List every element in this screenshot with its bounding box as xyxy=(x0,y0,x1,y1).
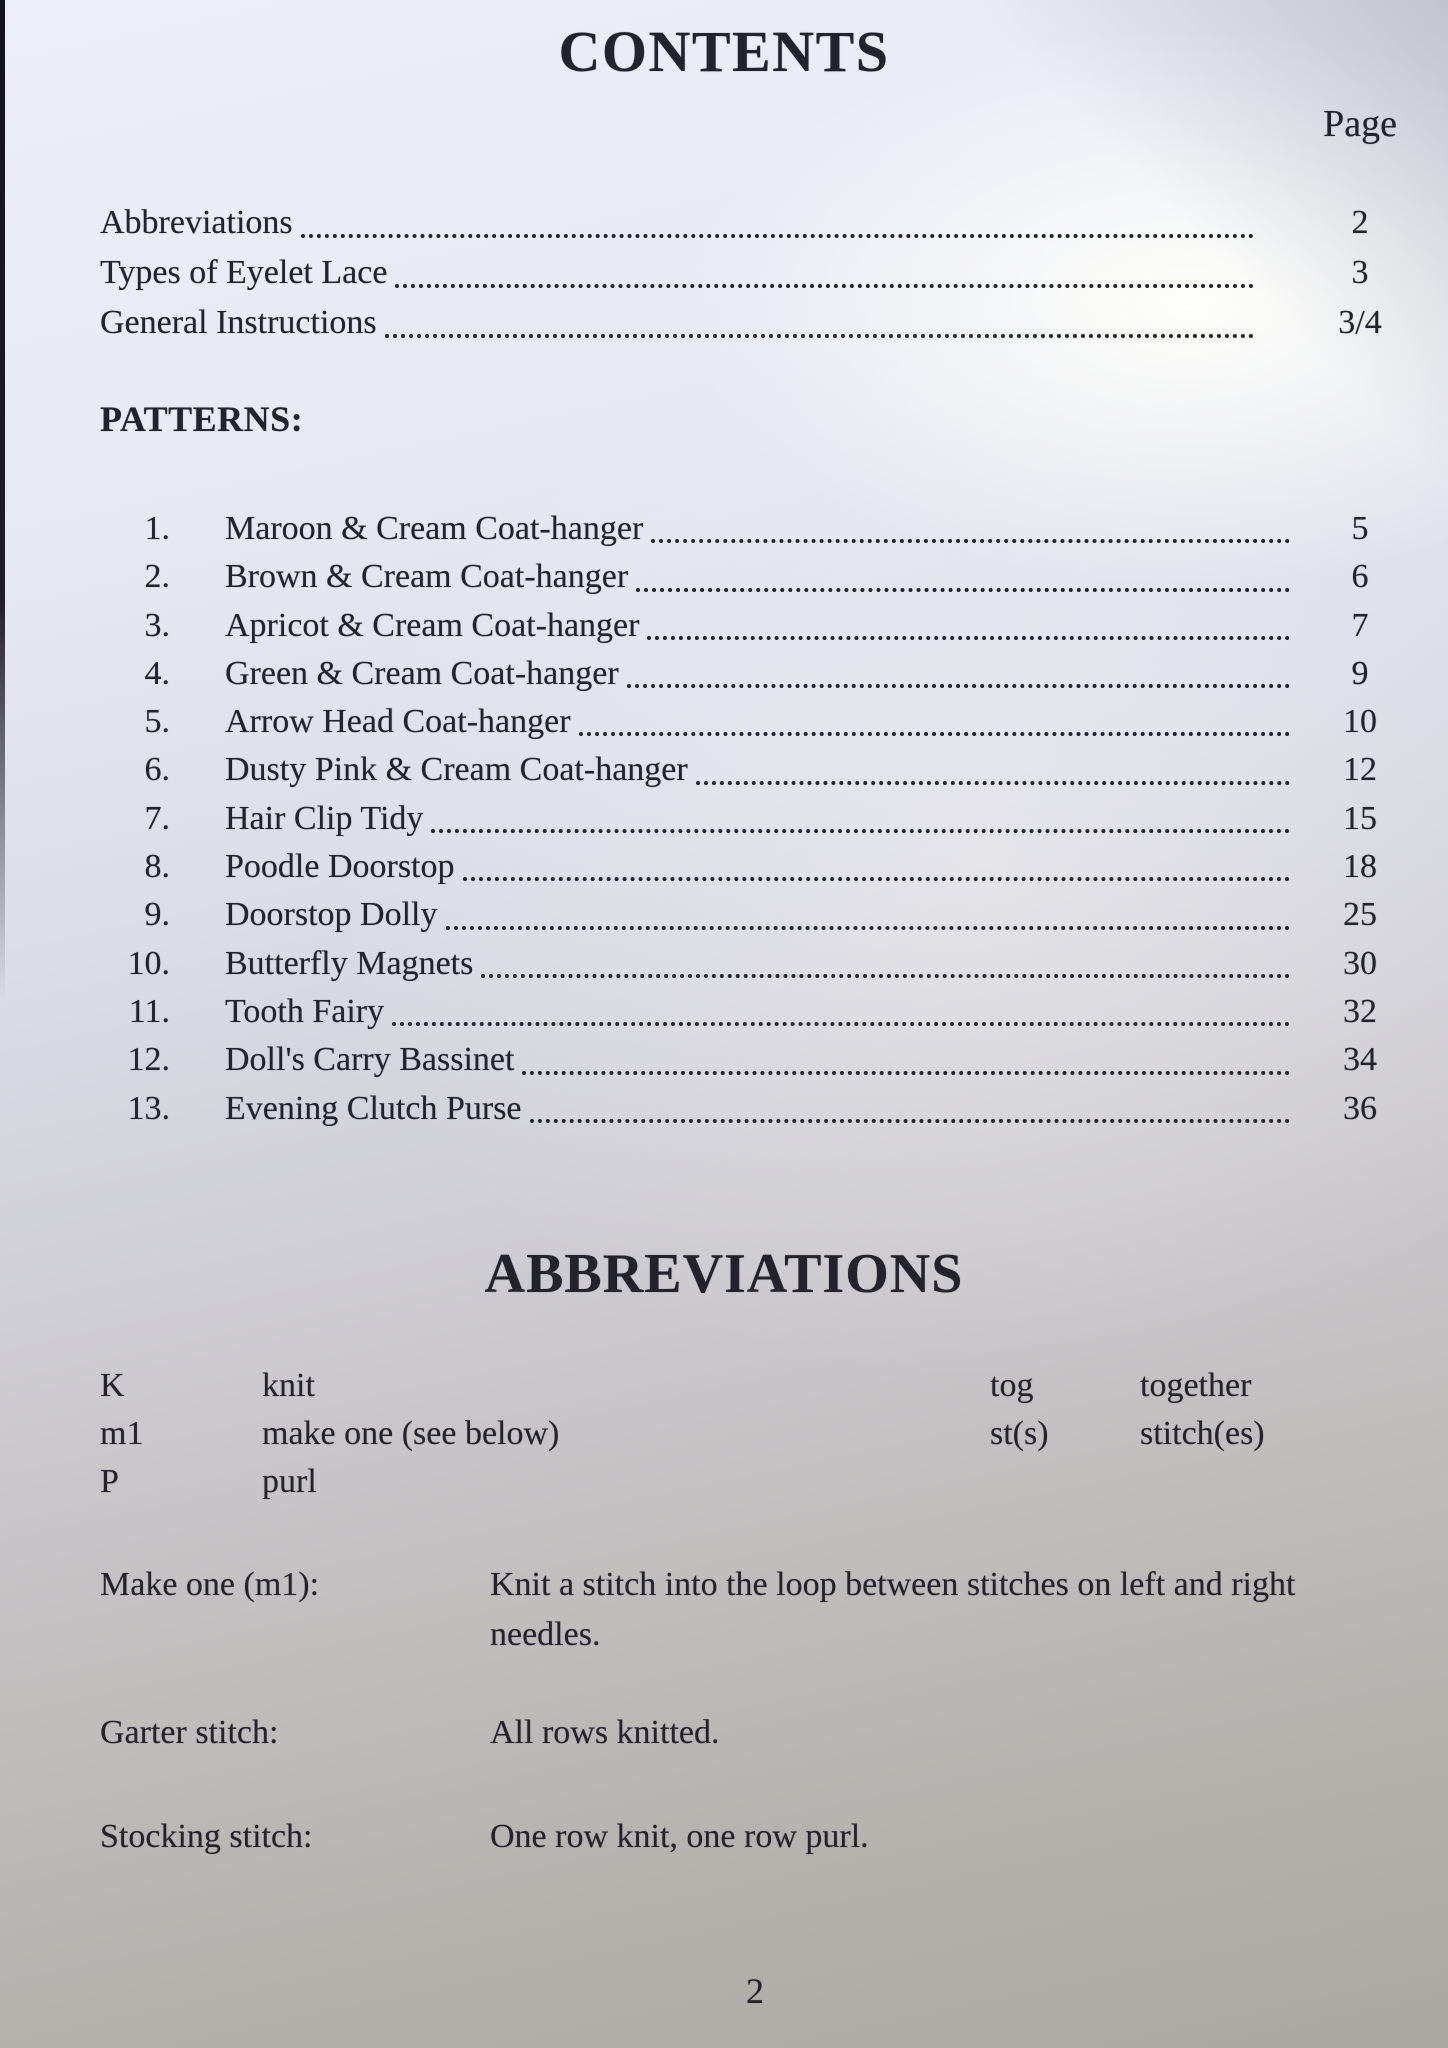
pattern-title: Maroon & Cream Coat-hanger xyxy=(225,510,644,547)
pattern-number: 10. xyxy=(127,944,170,982)
toc-entry-page: 3/4 xyxy=(1338,304,1382,341)
pattern-entry xyxy=(100,602,1420,650)
pattern-title: Brown & Cream Coat-hanger xyxy=(225,558,629,596)
pattern-page: 9 xyxy=(1351,654,1369,692)
definition-term: Stocking stitch: xyxy=(100,1818,313,1855)
abbreviation-code: m1 xyxy=(100,1415,144,1452)
pattern-title: Doll's Carry Bassinet xyxy=(225,1041,515,1079)
pattern-page: 7 xyxy=(1351,606,1369,644)
dot-leader xyxy=(579,732,1290,736)
abbreviation-meaning: knit xyxy=(262,1367,315,1404)
pattern-page: 5 xyxy=(1351,510,1369,547)
definition-make-one xyxy=(100,1560,1390,1660)
pattern-page: 18 xyxy=(1343,848,1377,886)
toc-entry xyxy=(100,198,1420,248)
dot-leader xyxy=(446,926,1291,930)
pattern-title: Green & Cream Coat-hanger xyxy=(225,654,619,692)
pattern-page: 10 xyxy=(1343,703,1377,741)
pattern-number: 1. xyxy=(144,510,170,547)
page-column-label: Page xyxy=(1323,103,1397,145)
dot-leader xyxy=(431,829,1290,833)
pattern-page: 12 xyxy=(1343,751,1377,789)
dot-leader xyxy=(636,588,1290,592)
pattern-number: 13. xyxy=(127,1089,170,1127)
dot-leader xyxy=(627,684,1290,688)
toc-entry-page: 2 xyxy=(1351,204,1369,241)
abbreviation-row xyxy=(990,1410,1265,1458)
abbreviation-row xyxy=(990,1362,1265,1410)
book-edge-shadow xyxy=(0,0,5,1000)
dot-leader xyxy=(651,539,1290,543)
pattern-number: 7. xyxy=(144,799,170,837)
dot-leader xyxy=(481,974,1290,978)
pattern-number: 12. xyxy=(127,1041,170,1079)
abbreviation-meaning: together xyxy=(1140,1367,1252,1404)
dot-leader xyxy=(696,781,1290,785)
dot-leader xyxy=(392,1022,1290,1026)
pattern-list xyxy=(100,505,1420,1133)
toc-entry xyxy=(100,298,1420,348)
patterns-heading: PATTERNS: xyxy=(100,399,304,439)
toc-entry-title: General Instructions xyxy=(100,304,377,341)
front-matter-toc xyxy=(100,198,1420,348)
pattern-page: 15 xyxy=(1343,799,1377,837)
toc-entry-title: Abbreviations xyxy=(100,204,293,241)
dot-leader xyxy=(647,636,1290,640)
abbreviations-title: ABBREVIATIONS xyxy=(484,1243,964,1305)
abbreviation-row xyxy=(100,1410,559,1458)
pattern-entry xyxy=(100,505,1420,553)
pattern-title: Doorstop Dolly xyxy=(225,896,438,934)
pattern-entry xyxy=(100,988,1420,1036)
pattern-title: Poodle Doorstop xyxy=(225,848,455,886)
abbreviation-meaning: make one (see below) xyxy=(262,1415,560,1452)
pattern-title: Dusty Pink & Cream Coat-hanger xyxy=(225,751,688,789)
definition-term: Make one (m1): xyxy=(100,1566,320,1603)
abbreviation-row xyxy=(100,1458,559,1506)
abbreviation-code: P xyxy=(100,1463,119,1500)
definition-description: Knit a stitch into the loop between stitches on left and right needles. xyxy=(490,1566,1296,1653)
pattern-entry xyxy=(100,698,1420,746)
pattern-title: Apricot & Cream Coat-hanger xyxy=(225,606,640,644)
definition-term: Garter stitch: xyxy=(100,1714,279,1751)
pattern-entry xyxy=(100,940,1420,988)
pattern-page: 30 xyxy=(1343,944,1377,982)
dot-leader xyxy=(301,234,1254,238)
abbreviations-left-column xyxy=(100,1362,559,1506)
pattern-title: Hair Clip Tidy xyxy=(225,799,424,837)
pattern-number: 3. xyxy=(144,606,170,644)
abbreviation-code: K xyxy=(100,1367,125,1404)
abbreviations-right-column xyxy=(990,1362,1265,1458)
pattern-page: 25 xyxy=(1343,896,1377,934)
definition-description: All rows knitted. xyxy=(490,1714,720,1751)
pattern-entry xyxy=(100,650,1420,698)
pattern-page: 32 xyxy=(1343,992,1377,1030)
pattern-page: 6 xyxy=(1351,558,1369,596)
definition-garter-stitch xyxy=(100,1708,1390,1758)
pattern-number: 5. xyxy=(144,703,170,741)
toc-entry-page: 3 xyxy=(1351,254,1369,291)
pattern-number: 11. xyxy=(128,992,170,1030)
pattern-number: 2. xyxy=(144,558,170,596)
pattern-title: Butterfly Magnets xyxy=(225,944,474,982)
pattern-page: 34 xyxy=(1343,1041,1377,1079)
dot-leader xyxy=(395,284,1254,288)
dot-leader xyxy=(463,877,1291,881)
pattern-entry xyxy=(100,795,1420,843)
toc-entry-title: Types of Eyelet Lace xyxy=(100,254,388,291)
pattern-number: 4. xyxy=(144,654,170,692)
pattern-entry xyxy=(100,843,1420,891)
pattern-entry xyxy=(100,891,1420,939)
toc-entry xyxy=(100,248,1420,298)
pattern-number: 6. xyxy=(144,751,170,789)
footer-page-number: 2 xyxy=(746,1971,764,2011)
abbreviation-meaning: purl xyxy=(262,1463,317,1500)
pattern-entry xyxy=(100,1085,1420,1133)
pattern-entry xyxy=(100,553,1420,601)
pattern-title: Evening Clutch Purse xyxy=(225,1089,522,1127)
pattern-entry xyxy=(100,1036,1420,1084)
contents-title: CONTENTS xyxy=(558,19,890,84)
pattern-page: 36 xyxy=(1343,1089,1377,1127)
pattern-entry xyxy=(100,746,1420,794)
definition-description: One row knit, one row purl. xyxy=(490,1818,869,1855)
dot-leader xyxy=(385,334,1254,338)
abbreviation-row xyxy=(100,1362,559,1410)
pattern-number: 9. xyxy=(144,896,170,934)
dot-leader xyxy=(530,1119,1290,1123)
dot-leader xyxy=(522,1071,1290,1075)
pattern-title: Arrow Head Coat-hanger xyxy=(225,703,571,741)
pattern-number: 8. xyxy=(144,848,170,886)
definition-stocking-stitch xyxy=(100,1812,1390,1862)
pattern-title: Tooth Fairy xyxy=(225,992,385,1030)
abbreviation-code: tog xyxy=(990,1367,1034,1404)
abbreviation-code: st(s) xyxy=(990,1415,1049,1452)
abbreviation-meaning: stitch(es) xyxy=(1140,1415,1265,1452)
